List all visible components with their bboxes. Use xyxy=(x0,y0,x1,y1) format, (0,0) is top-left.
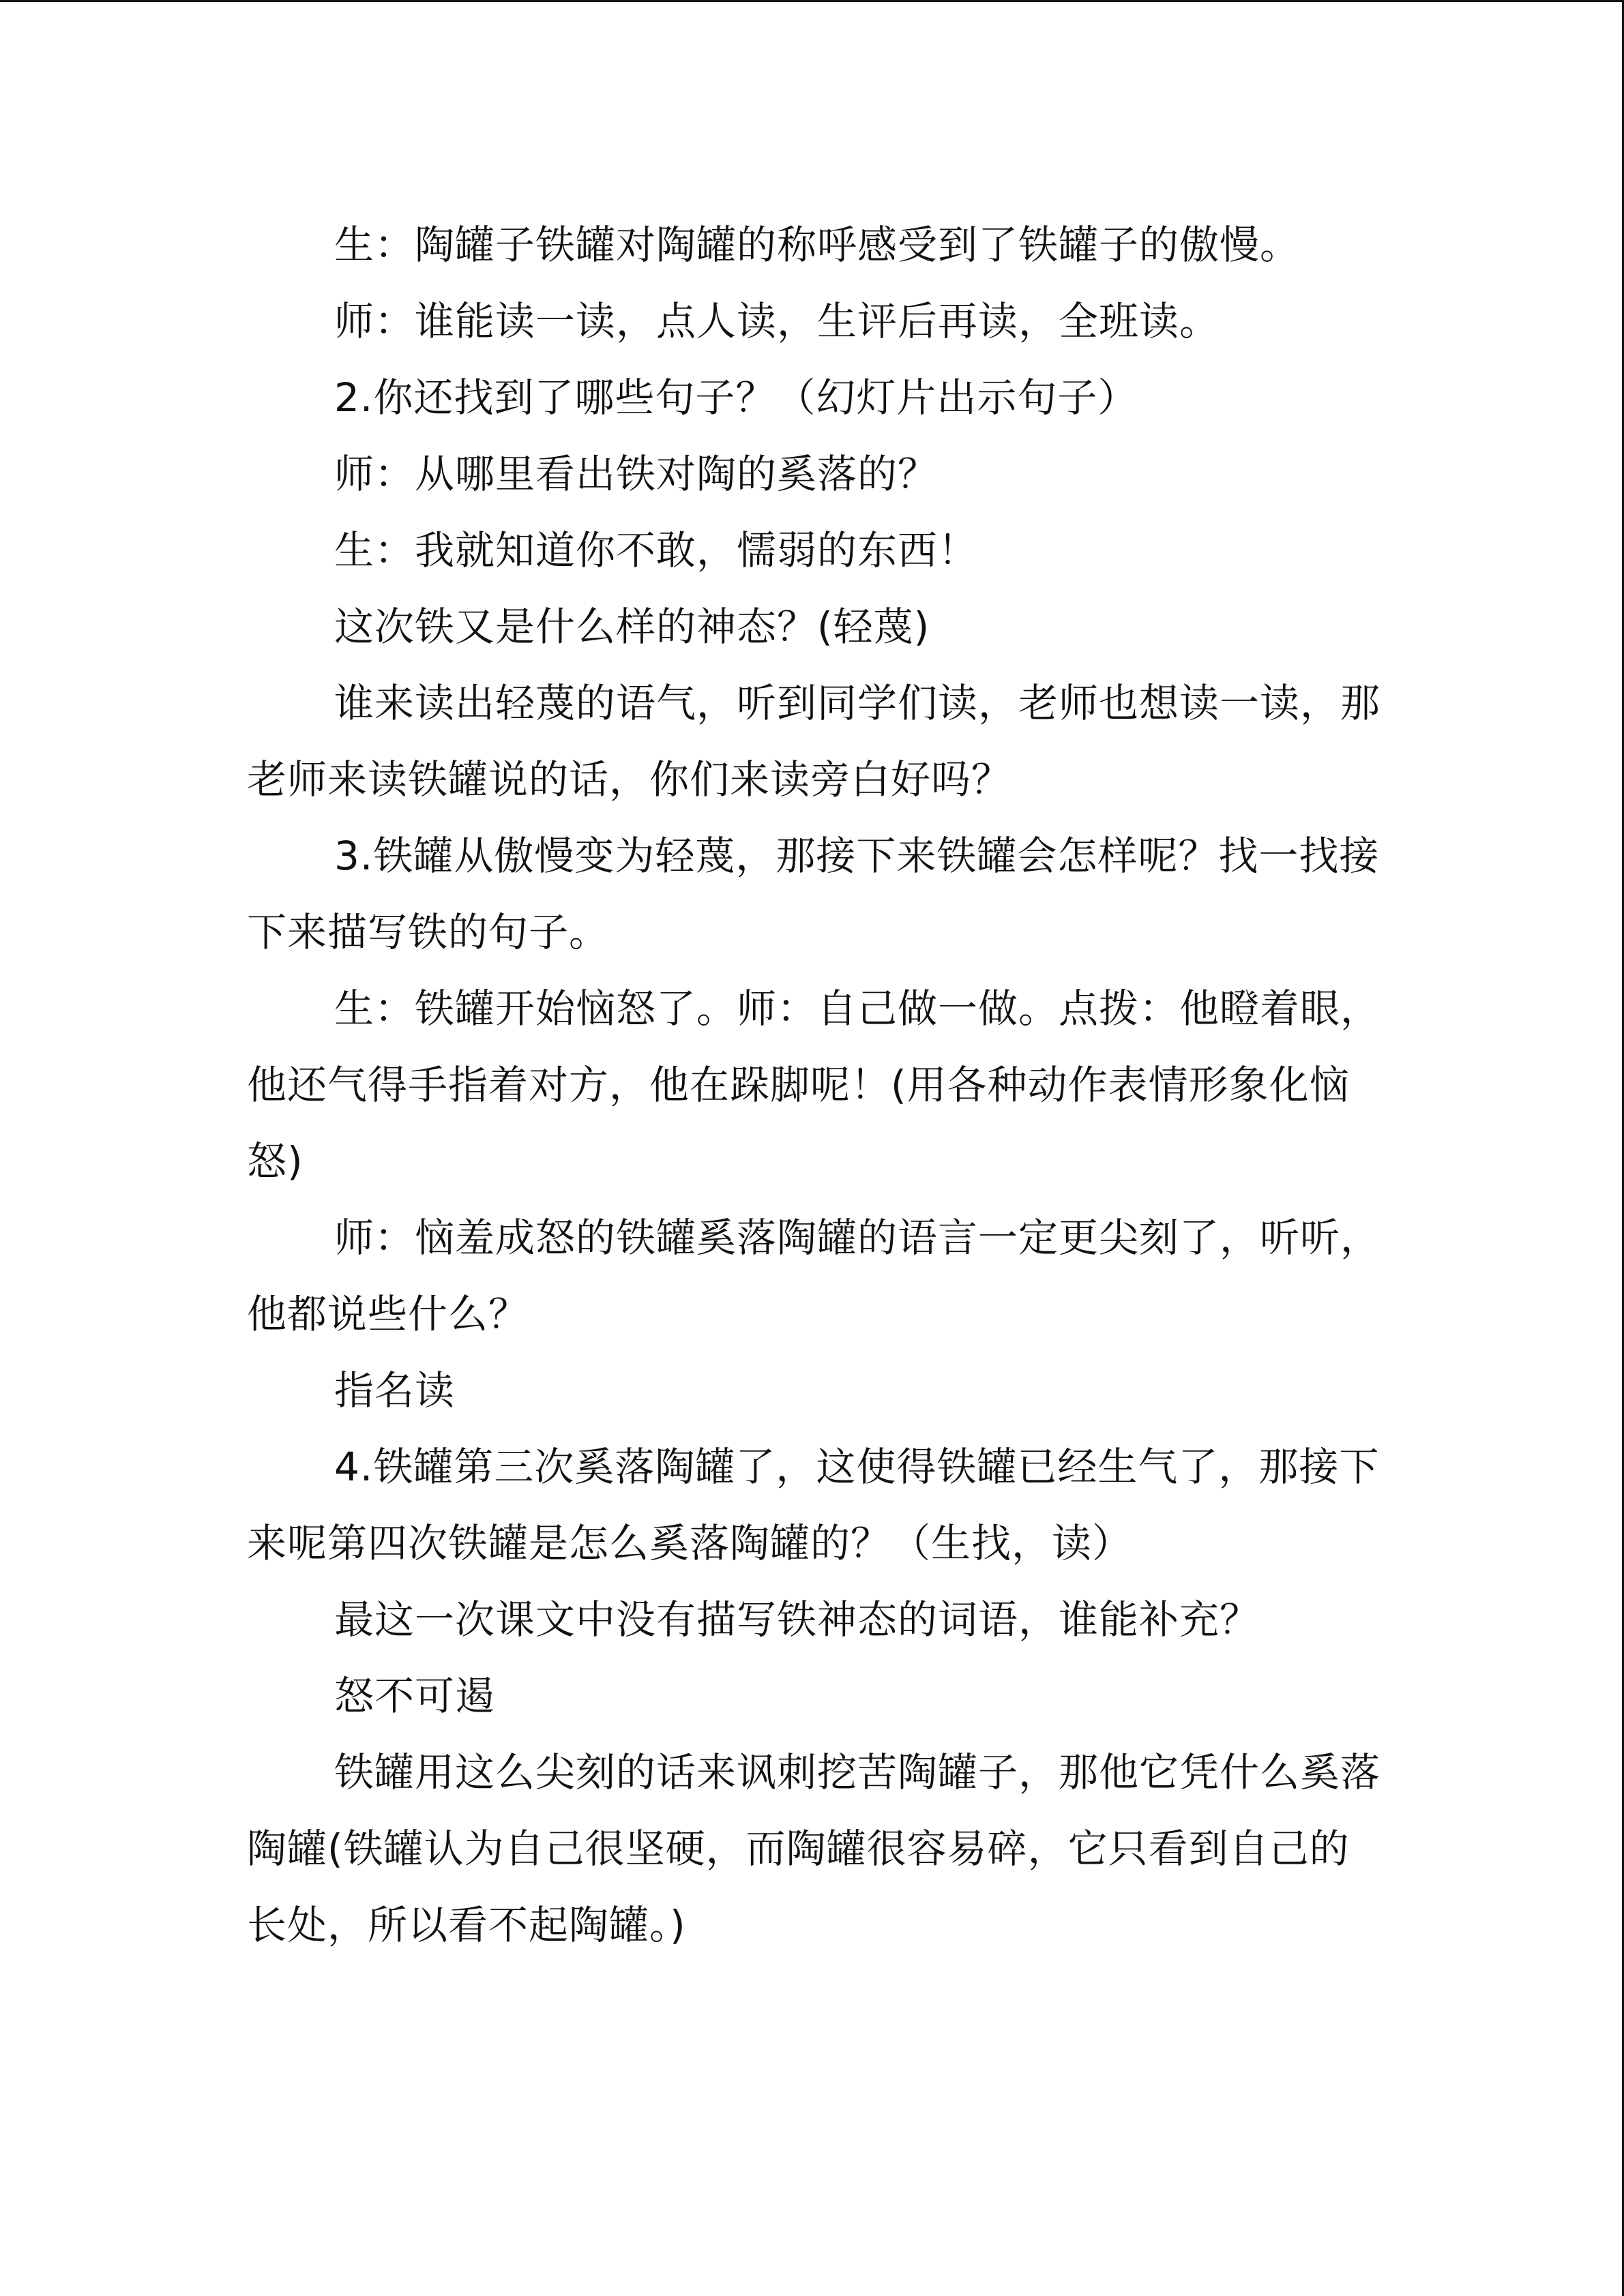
paragraph-4: 师：从哪里看出铁对陶的奚落的？ xyxy=(334,451,939,497)
document-body xyxy=(247,207,1386,1963)
paragraph-5: 生：我就知道你不敢，懦弱的东西！ xyxy=(334,527,979,573)
paragraph-1: 生：陶罐子铁罐对陶罐的称呼感受到了铁罐子的傲慢。 xyxy=(334,222,1301,268)
paragraph-9: 生：铁罐开始恼怒了。师：自己做一做。点拨：他瞪着眼，他还气得手指着对方，他在跺脚呢！(用各种动作表情形象化恼怒) xyxy=(247,985,1381,1184)
paragraph-7: 谁来读出轻蔑的语气，听到同学们读，老师也想读一读，那老师来读铁罐说的话，你们来读旁白好吗？ xyxy=(247,680,1381,803)
paragraph-14: 怒不可遏 xyxy=(334,1673,496,1719)
paragraph-13: 最这一次课文中没有描写铁神态的词语，谁能补充？ xyxy=(334,1596,1260,1643)
paragraph-3: 2.你还找到了哪些句子？（幻灯片出示句子） xyxy=(334,374,1138,421)
paragraph-12: 4.铁罐第三次奚落陶罐了，这使得铁罐已经生气了，那接下来呢第四次铁罐是怎么奚落陶罐的？（生找，读） xyxy=(247,1444,1380,1566)
paragraph-10: 师：恼羞成怒的铁罐奚落陶罐的语言一定更尖刻了，听听，他都说些什么？ xyxy=(247,1214,1381,1337)
paragraph-15: 铁罐用这么尖刻的话来讽刺挖苦陶罐子，那他它凭什么奚落陶罐(铁罐认为自己很坚硬，而陶罐很容易碎，它只看到自己的长处，所以看不起陶罐。) xyxy=(247,1749,1381,1948)
paragraph-11: 指名读 xyxy=(334,1367,456,1414)
paragraph-8: 3.铁罐从傲慢变为轻蔑，那接下来铁罐会怎样呢？找一找接下来描写铁的句子。 xyxy=(247,833,1380,955)
paragraph-6: 这次铁又是什么样的神态？(轻蔑) xyxy=(334,603,930,650)
paragraph-2: 师：谁能读一读，点人读，生评后再读，全班读。 xyxy=(334,298,1220,344)
